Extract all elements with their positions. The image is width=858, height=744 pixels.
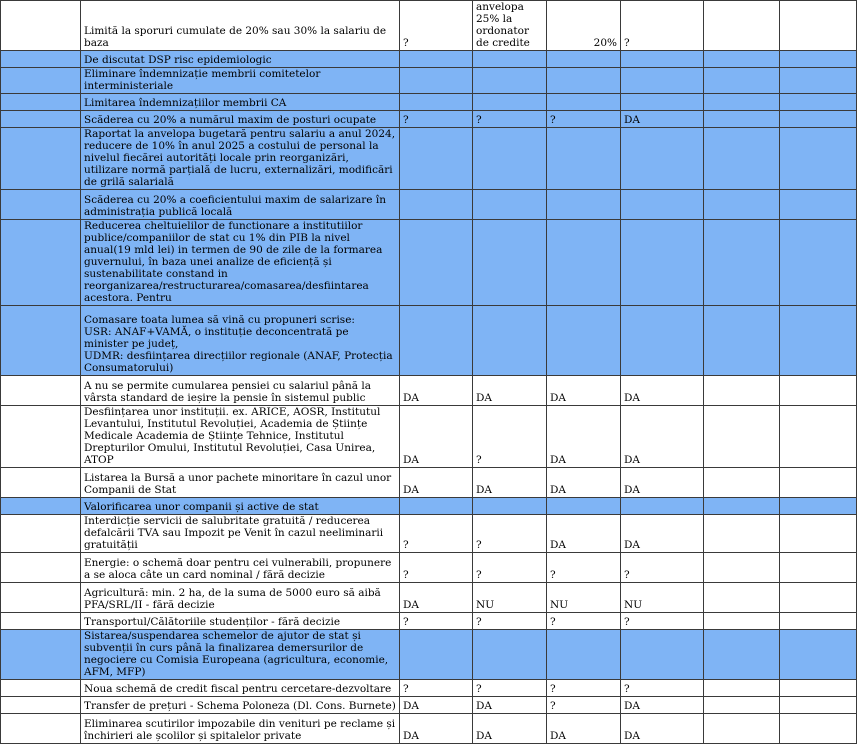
status-cell-2[interactable]: DA (473, 697, 547, 714)
status-cell-1[interactable]: ? (400, 613, 473, 630)
status-cell-1[interactable]: DA (400, 697, 473, 714)
status-cell-1[interactable] (400, 94, 473, 111)
measure-cell[interactable]: Raportat la anvelopa bugetară pentru salariu a anul 2024, reducere de 10% în anul 2025 a costului de personal la nivelul fiecărei autorități locale prin reorganizări, utilizare normă parțială de lucru, externalizări, modificări de grilă salarială (81, 128, 400, 190)
row-index-cell[interactable] (1, 128, 81, 190)
table-row (1, 94, 857, 111)
status-cell-1[interactable] (400, 220, 473, 306)
status-cell-1[interactable] (400, 630, 473, 680)
status-cell-3[interactable] (547, 220, 621, 306)
status-cell-4[interactable] (621, 94, 704, 111)
table-row (1, 613, 857, 630)
empty-cell[interactable] (704, 583, 780, 613)
row-index-cell[interactable] (1, 468, 81, 498)
row-index-cell[interactable] (1, 613, 81, 630)
status-cell-2[interactable]: ? (473, 406, 547, 468)
row-index-cell[interactable] (1, 714, 81, 744)
status-cell-4[interactable]: ? (621, 553, 704, 583)
empty-cell[interactable] (780, 376, 857, 406)
status-cell-3[interactable]: ? (547, 680, 621, 697)
measure-cell[interactable]: Valorificarea unor companii și active de stat (81, 498, 400, 515)
table-row (1, 553, 857, 583)
status-cell-4[interactable]: DA (621, 111, 704, 128)
header-cell-6[interactable] (704, 1, 780, 51)
measure-cell[interactable]: Eliminarea scutirilor impozabile din venituri pe reclame și închirieri ale școlilor și spitalelor private (81, 714, 400, 744)
status-cell-2[interactable] (473, 630, 547, 680)
status-cell-2[interactable]: DA (473, 468, 547, 498)
status-cell-4[interactable]: DA (621, 697, 704, 714)
measure-cell[interactable]: Eliminare îndemnizație membrii comitetelor interministeriale (81, 68, 400, 94)
empty-cell[interactable] (704, 190, 780, 220)
empty-cell[interactable] (704, 220, 780, 306)
empty-cell[interactable] (704, 553, 780, 583)
measure-cell[interactable]: Transportul/Călătoriile studenților - fără decizie (81, 613, 400, 630)
row-index-cell[interactable] (1, 553, 81, 583)
measure-cell[interactable]: Reducerea cheltuielilor de functionare a institutiilor publice/companiilor de stat cu 1% din PIB la nivel anual(19 mld lei) in termen de 90 de zile de la formarea guvernului, în baza unei analize de eficiență și sustenabilitate constand in reorganizarea/restructurarea/comasarea/desfiintarea acestora. Pentru (81, 220, 400, 306)
table-row (1, 68, 857, 94)
status-cell-1[interactable]: ? (400, 553, 473, 583)
status-cell-3[interactable] (547, 68, 621, 94)
empty-cell[interactable] (704, 406, 780, 468)
table-row (1, 630, 857, 680)
measure-cell[interactable]: A nu se permite cumularea pensiei cu salariul până la vârsta standard de ieșire la pensie în sistemul public (81, 376, 400, 406)
empty-cell[interactable] (704, 94, 780, 111)
empty-cell[interactable] (780, 51, 857, 68)
status-cell-3[interactable] (547, 630, 621, 680)
empty-cell[interactable] (780, 630, 857, 680)
status-cell-2[interactable]: ? (473, 515, 547, 553)
status-cell-1[interactable]: DA (400, 376, 473, 406)
row-index-cell[interactable] (1, 515, 81, 553)
table-row (1, 515, 857, 553)
row-index-cell[interactable] (1, 111, 81, 128)
status-cell-4[interactable] (621, 498, 704, 515)
status-cell-2[interactable]: ? (473, 680, 547, 697)
empty-cell[interactable] (780, 553, 857, 583)
status-cell-4[interactable] (621, 630, 704, 680)
status-cell-4[interactable]: ? (621, 613, 704, 630)
status-cell-3[interactable] (547, 498, 621, 515)
status-cell-1[interactable]: DA (400, 468, 473, 498)
status-cell-3[interactable] (547, 51, 621, 68)
status-cell-3[interactable]: DA (547, 714, 621, 744)
empty-cell[interactable] (704, 376, 780, 406)
measure-cell[interactable]: Sistarea/suspendarea schemelor de ajutor de stat și subvenții în curs până la finalizarea demersurilor de negociere cu Comisia Europeana (agricultura, economie, AFM, MFP) (81, 630, 400, 680)
empty-cell[interactable] (780, 515, 857, 553)
status-cell-2[interactable] (473, 51, 547, 68)
measure-cell[interactable]: Transfer de prețuri - Schema Poloneza (Dl. Cons. Burnete) (81, 697, 400, 714)
table-row (1, 498, 857, 515)
measure-cell[interactable]: Interdicție servicii de salubritate gratuită / reducerea defalcării TVA sau Impozit pe Venit în cazul neeliminarii gratuității (81, 515, 400, 553)
status-cell-1[interactable]: DA (400, 583, 473, 613)
measure-cell[interactable]: Noua schemă de credit fiscal pentru cercetare-dezvoltare (81, 680, 400, 697)
status-cell-1[interactable] (400, 128, 473, 190)
status-cell-4[interactable] (621, 128, 704, 190)
status-cell-3[interactable]: ? (547, 553, 621, 583)
status-cell-4[interactable]: DA (621, 515, 704, 553)
status-cell-4[interactable] (621, 220, 704, 306)
status-cell-2[interactable]: ? (473, 111, 547, 128)
status-cell-2[interactable] (473, 498, 547, 515)
empty-cell[interactable] (780, 128, 857, 190)
status-cell-3[interactable] (547, 128, 621, 190)
empty-cell[interactable] (704, 498, 780, 515)
status-cell-3[interactable] (547, 94, 621, 111)
table-row (1, 128, 857, 190)
measure-cell[interactable]: Scăderea cu 20% a numărul maxim de posturi ocupate (81, 111, 400, 128)
status-cell-3[interactable]: ? (547, 613, 621, 630)
row-index-cell[interactable] (1, 94, 81, 111)
measure-cell[interactable]: Scăderea cu 20% a coeficientului maxim de salarizare în administrația publică locală (81, 190, 400, 220)
table-row (1, 51, 857, 68)
header-cell-5[interactable]: ? (621, 1, 704, 51)
empty-cell[interactable] (780, 306, 857, 376)
status-cell-3[interactable]: NU (547, 583, 621, 613)
status-cell-3[interactable]: DA (547, 515, 621, 553)
empty-cell[interactable] (780, 111, 857, 128)
empty-cell[interactable] (704, 680, 780, 697)
empty-cell[interactable] (704, 515, 780, 553)
empty-cell[interactable] (780, 697, 857, 714)
row-index-cell[interactable] (1, 220, 81, 306)
table-row (1, 376, 857, 406)
header-cell-4[interactable]: 20% (547, 1, 621, 51)
empty-cell[interactable] (704, 111, 780, 128)
status-cell-3[interactable]: DA (547, 468, 621, 498)
status-cell-3[interactable]: DA (547, 376, 621, 406)
header-row (1, 1, 857, 51)
row-index-cell[interactable] (1, 680, 81, 697)
status-cell-4[interactable]: DA (621, 468, 704, 498)
status-cell-2[interactable]: NU (473, 583, 547, 613)
header-cell-7[interactable] (780, 1, 857, 51)
status-cell-1[interactable] (400, 51, 473, 68)
status-cell-2[interactable] (473, 128, 547, 190)
empty-cell[interactable] (780, 68, 857, 94)
row-index-cell[interactable] (1, 406, 81, 468)
empty-cell[interactable] (780, 498, 857, 515)
empty-cell[interactable] (704, 68, 780, 94)
table-row (1, 680, 857, 697)
status-cell-2[interactable] (473, 190, 547, 220)
status-cell-3[interactable]: DA (547, 406, 621, 468)
empty-cell[interactable] (704, 51, 780, 68)
empty-cell[interactable] (780, 220, 857, 306)
status-cell-4[interactable] (621, 68, 704, 94)
empty-cell[interactable] (780, 406, 857, 468)
table-row (1, 583, 857, 613)
empty-cell[interactable] (704, 613, 780, 630)
table-row (1, 714, 857, 744)
empty-cell[interactable] (704, 468, 780, 498)
table-row (1, 306, 857, 376)
empty-cell[interactable] (780, 190, 857, 220)
table-row (1, 697, 857, 714)
header-cell-measure[interactable]: Limită la sporuri cumulate de 20% sau 30% la salariu de baza (81, 1, 400, 51)
measure-cell[interactable]: Desființarea unor instituții. ex. ARICE, AOSR, Institutul Levantului, Institutul Revoluției, Academia de Științe Medicale Academia de Științe Tehnice, Institutul Drepturilor Omului, Institutul Revoluției, Casa Unirea, ATOP (81, 406, 400, 468)
status-cell-1[interactable]: ? (400, 515, 473, 553)
status-cell-2[interactable] (473, 306, 547, 376)
header-cell-2[interactable]: ? (400, 1, 473, 51)
status-cell-3[interactable] (547, 190, 621, 220)
status-cell-1[interactable] (400, 498, 473, 515)
status-cell-2[interactable]: DA (473, 376, 547, 406)
status-cell-4[interactable]: ? (621, 680, 704, 697)
measure-cell[interactable]: Limitarea îndemnizațiilor membrii CA (81, 94, 400, 111)
empty-cell[interactable] (780, 94, 857, 111)
row-index-cell[interactable] (1, 498, 81, 515)
status-cell-1[interactable] (400, 68, 473, 94)
status-cell-2[interactable] (473, 94, 547, 111)
status-cell-2[interactable] (473, 220, 547, 306)
row-index-cell[interactable] (1, 697, 81, 714)
status-cell-4[interactable] (621, 190, 704, 220)
status-cell-3[interactable]: ? (547, 111, 621, 128)
status-cell-3[interactable] (547, 306, 621, 376)
status-cell-4[interactable] (621, 51, 704, 68)
measure-cell[interactable]: Comasare toata lumea să vină cu propuneri scrise: USR: ANAF+VAMĂ, o instituție deconcentrată pe minister pe județ, UDMR: desființarea direcțiilor regionale (ANAF, Protecția Consumatorului) (81, 306, 400, 376)
status-cell-2[interactable]: ? (473, 553, 547, 583)
row-index-cell[interactable] (1, 68, 81, 94)
status-cell-4[interactable]: DA (621, 376, 704, 406)
row-index-cell[interactable] (1, 190, 81, 220)
status-cell-2[interactable] (473, 68, 547, 94)
empty-cell[interactable] (704, 697, 780, 714)
empty-cell[interactable] (780, 468, 857, 498)
status-cell-3[interactable]: ? (547, 697, 621, 714)
row-index-cell[interactable] (1, 583, 81, 613)
table-row (1, 111, 857, 128)
measure-cell[interactable]: Energie: o schemă doar pentru cei vulnerabili, propunere a se aloca câte un card nominal / fără decizie (81, 553, 400, 583)
measure-cell[interactable]: Listarea la Bursă a unor pachete minoritare în cazul unor Companii de Stat (81, 468, 400, 498)
status-cell-2[interactable]: ? (473, 613, 547, 630)
status-cell-2[interactable]: DA (473, 714, 547, 744)
header-cell-3[interactable]: anvelopa 25% la ordonator de credite (473, 1, 547, 51)
status-cell-4[interactable]: DA (621, 714, 704, 744)
status-cell-1[interactable]: ? (400, 111, 473, 128)
measure-cell[interactable]: De discutat DSP risc epidemiologic (81, 51, 400, 68)
empty-cell[interactable] (704, 630, 780, 680)
row-index-cell[interactable] (1, 630, 81, 680)
measure-cell[interactable]: Agricultură: min. 2 ha, de la suma de 5000 euro să aibă PFA/SRL/II - fără decizie (81, 583, 400, 613)
empty-cell[interactable] (780, 583, 857, 613)
table-row (1, 468, 857, 498)
row-index-cell[interactable] (1, 306, 81, 376)
status-cell-4[interactable] (621, 306, 704, 376)
status-cell-1[interactable] (400, 306, 473, 376)
status-cell-1[interactable]: DA (400, 406, 473, 468)
empty-cell[interactable] (780, 680, 857, 697)
empty-cell[interactable] (704, 714, 780, 744)
status-cell-1[interactable]: DA (400, 714, 473, 744)
empty-cell[interactable] (780, 714, 857, 744)
table-row (1, 190, 857, 220)
empty-cell[interactable] (704, 128, 780, 190)
status-cell-1[interactable] (400, 190, 473, 220)
empty-cell[interactable] (780, 613, 857, 630)
status-cell-4[interactable]: NU (621, 583, 704, 613)
status-cell-1[interactable]: ? (400, 680, 473, 697)
header-cell-0[interactable] (1, 1, 81, 51)
empty-cell[interactable] (704, 306, 780, 376)
status-cell-4[interactable]: DA (621, 406, 704, 468)
row-index-cell[interactable] (1, 376, 81, 406)
table-row (1, 220, 857, 306)
row-index-cell[interactable] (1, 51, 81, 68)
table-row (1, 406, 857, 468)
